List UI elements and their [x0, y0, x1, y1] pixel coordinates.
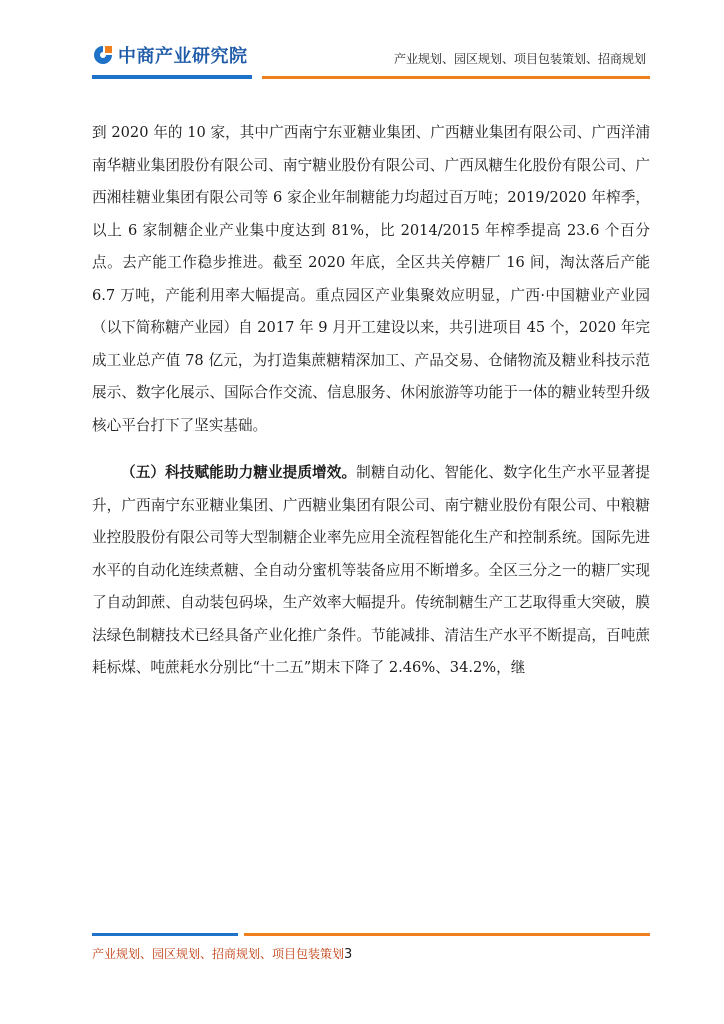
- header-rule-blue: [92, 75, 252, 79]
- footer-rule-blue: [92, 933, 238, 936]
- section-lead-heading: （五）科技赋能助力糖业提质增效。: [121, 464, 357, 481]
- document-body: [92, 117, 650, 685]
- header-tagline: 产业规划、园区规划、项目包装策划、招商规划: [393, 52, 646, 66]
- footer-text: 产业规划、园区规划、招商规划、项目包装策划: [92, 947, 345, 961]
- brand-logo: [92, 42, 248, 68]
- footer-rule-orange: [244, 933, 650, 936]
- page-number: 3: [344, 947, 353, 962]
- paragraph-1: 到 2020 年的 10 家，其中广西南宁东亚糖业集团、广西糖业集团有限公司、广西洋浦南华糖业集团股份有限公司、南宁糖业股份有限公司、广西凤糖生化股份有限公司、广西湘桂糖业集团有限公司等 6 家企业年制糖能力均超过百万吨；2019/2020 年榨季，以上 6 家制糖企业产业集中度达到 81%，比 2014/2015 年榨季提高 23.6 个百分点。去产能工作稳步推进。截至 2020 年底，全区共关停糖厂 16 间，淘汰落后产能 6.7 万吨，产能利用率大幅提高。重点园区产业集聚效应明显，广西·中国糖业产业园（以下简称糖产业园）自 2017 年 9 月开工建设以来，共引进项目 45 个，2020 年完成工业总产值 78 亿元，为打造集蔗糖精深加工、产品交易、仓储物流及糖业科技示范展示、数字化展示、国际合作交流、信息服务、休闲旅游等功能于一体的糖业转型升级核心平台打下了坚实基础。: [92, 124, 650, 434]
- header-rule-orange: [262, 76, 650, 79]
- logo-icon: [92, 44, 114, 66]
- paragraph-2-body: 制糖自动化、智能化、数字化生产水平显著提升，广西南宁东亚糖业集团、广西糖业集团有限公司、南宁糖业股份有限公司、中粮糖业控股股份有限公司等大型制糖企业率先应用全流程智能化生产和控制系统。国际先进水平的自动化连续煮糖、全自动分蜜机等装备应用不断增多。全区三分之一的糖厂实现了自动卸蔗、自动装包码垛，生产效率大幅提升。传统制糖生产工艺取得重大突破，膜法绿色制糖技术已经具备产业化推广条件。节能减排、清洁生产水平不断提高，百吨蔗耗标煤、吨蔗耗水分别比“十二五”期末下降了 2.46%、34.2%，继: [92, 464, 650, 676]
- logo-text: 中商产业研究院: [118, 46, 248, 67]
- paragraph-2: [92, 457, 650, 685]
- page-header: [0, 0, 724, 90]
- page-footer: [92, 945, 352, 962]
